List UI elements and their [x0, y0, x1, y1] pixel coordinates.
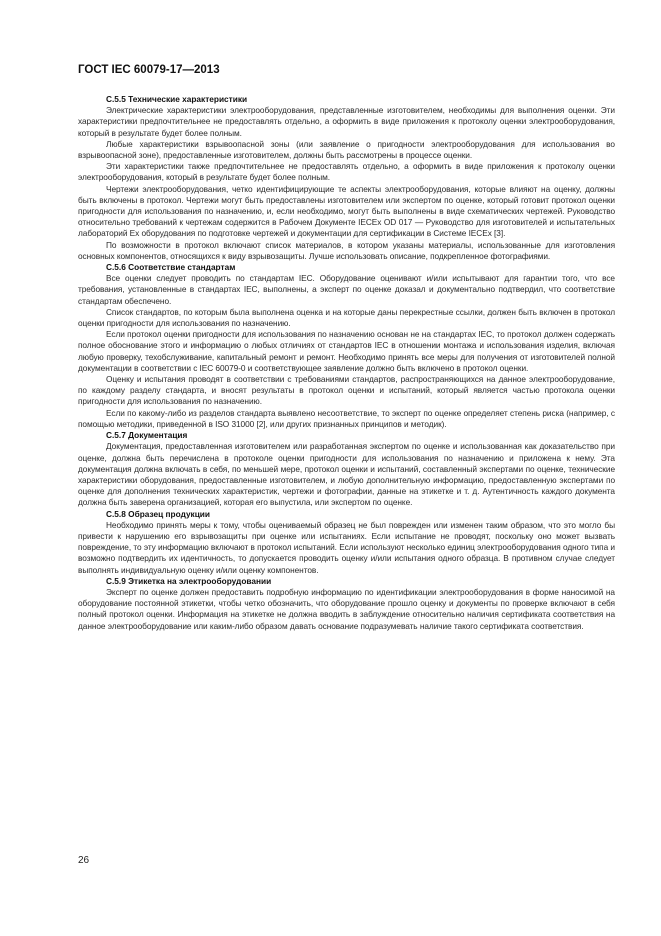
paragraph: Эти характеристики также предпочтительнее не предоставлять отдельно, а оформить в виде приложения к протоколу оценки электрооборудования, который в результате будет более полным.	[78, 161, 615, 183]
paragraph: Если по какому-либо из разделов стандарта выявлено несоответствие, то эксперт по оценке определяет степень риска (например, с помощью методики, приведенной в ISO 31000 [2], или других признанных принципов и методик).	[78, 407, 615, 429]
paragraph: Любые характеристики взрывоопасной зоны (или заявление о пригодности электрооборудования для использования во взрывоопасной зоне), предоставленные изготовителем, должны быть рассмотрены в процессе оценки.	[78, 138, 615, 161]
paragraph: По возможности в протокол включают список материалов, в котором указаны материалы, использованные для изготовления основных компонентов, относящихся к виду взрывозащиты. Лучше использовать описание, подкрепленное фотографиями.	[78, 239, 615, 261]
paragraph: Чертежи электрооборудования, четко идентифицирующие те аспекты электрооборудования, которые влияют на оценку, должны быть включены в протокол. Чертежи могут быть предоставлены изготовителем или экспертом по оценке, который готовит протокол оценки пригодности для использования по назначению, и, если необходимо, могут быть выполнены в виде схематических чертежей. Руководство относительно требований к чертежам содержится в Рабочем Документе IECEx OD 017 — Руководство для изготовителей и испытательных лабораторий Ex оборудования по подготовке чертежей и документации для сертификации в Системе IECEx [3].	[78, 183, 615, 239]
section-c-5-8	[78, 509, 615, 576]
section-heading: С.5.5 Технические характеристики	[106, 94, 248, 104]
paragraph: Электрические характеристики электрооборудования, представленные изготовителем, необходимы для выполнения оценки. Эти характеристики предпочтительнее не предоставлять отдельно, а оформить в виде приложения к протоколу оценки электрооборудования, который в результате будет более полным.	[78, 105, 615, 138]
paragraph: Эксперт по оценке должен предоставить подробную информацию по идентификации электрооборудования в форме наносимой на оборудование постоянной этикетки, чтобы четко обозначить, что оборудование прошло оценку и документы по проверке включают в себя полный протокол оценки. Информация на этикетке не должна вводить в заблуждение относительно наличия сертификата соответствия на данное электрооборудование или каким-либо образом давать основание подразумевать наличие такого сертификата соответствия.	[78, 586, 615, 631]
paragraph: Если протокол оценки пригодности для использования по назначению основан не на стандартах IEC, то протокол должен содержать полное обоснование этого и информацию о любых отличиях от стандартов IEC в отношении монтажа и использования изделия, включая любую проверку, техобслуживание, капитальный ремонт и ремонт. Необходимо принять все меры для получения от изготовителей полной документации в соответствии с IEC 60079-0 и соответствующее заявление должно быть включено в протокол оценки.	[78, 329, 615, 373]
section-c-5-5	[78, 94, 615, 262]
paragraph: Оценку и испытания проводят в соответствии с требованиями стандартов, распространяющихся на данное электрооборудование, по каждому разделу стандарта, и вносят результаты в протокол оценки и испытаний, который является частью протокола оценки пригодности для использования по назначению.	[78, 374, 615, 407]
page-number: 26	[78, 855, 90, 866]
paragraph: Все оценки следует проводить по стандартам IEC. Оборудование оценивают и/или испытывают для гарантии того, что все требования, установленные в стандартах IEC, выполнены, а эксперт по оценке доказал и документально подтвердил, что соответствие стандартам обеспечено.	[78, 273, 615, 306]
section-heading: С.5.8 Образец продукции	[106, 508, 211, 519]
page-header: ГОСТ IEC 60079-17—2013	[78, 64, 220, 76]
section-heading: С.5.6 Соответствие стандартам	[106, 262, 236, 273]
section-c-5-6	[78, 262, 615, 430]
section-c-5-9	[78, 576, 615, 632]
section-c-5-7	[78, 430, 615, 508]
paragraph: Необходимо принять меры к тому, чтобы оцениваемый образец не был поврежден или изменен таким образом, что это могло бы привести к нарушению его взрывозащиты при оценке или испытаниях. Если испытание не проводят, поскольку оно может вызвать повреждение, то эту информацию включают в протокол испытаний. Если используют несколько единиц электрооборудования одного типа и возможно подтвердить их идентичность, то допускается проводить оценку и/или испытания одного образца. В противном случае следует выполнять индивидуальную оценку и/или оценку компонентов.	[78, 519, 615, 575]
paragraph: Документация, предоставленная изготовителем или разработанная экспертом по оценке и использованная как доказательство при оценке, должна быть перечислена в протоколе оценки пригодности для использования по назначению и приложена к нему. Эта документация должна включать в себя, по меньшей мере, протокол оценки и испытаний, составленный экспертами по оценке, технические характеристики оборудования, предоставленные изготовителем, и любую дополнительную информацию, предоставленную экспертами по оценке для дополнения технических характеристик, чертежи и фотографии, данные на этикетке и т. д. Аутентичность каждого документа должна быть заверена организацией, которая его выпустила, или экспертом по оценке.	[78, 441, 615, 508]
paragraph: Список стандартов, по которым была выполнена оценка и на которые даны перекрестные ссылки, должен быть включен в протокол оценки пригодности для использования по назначению.	[78, 306, 615, 329]
section-heading: С.5.9 Этикетка на электрооборудовании	[106, 575, 272, 586]
section-heading: С.5.7 Документация	[106, 430, 188, 441]
document-body	[78, 94, 615, 632]
